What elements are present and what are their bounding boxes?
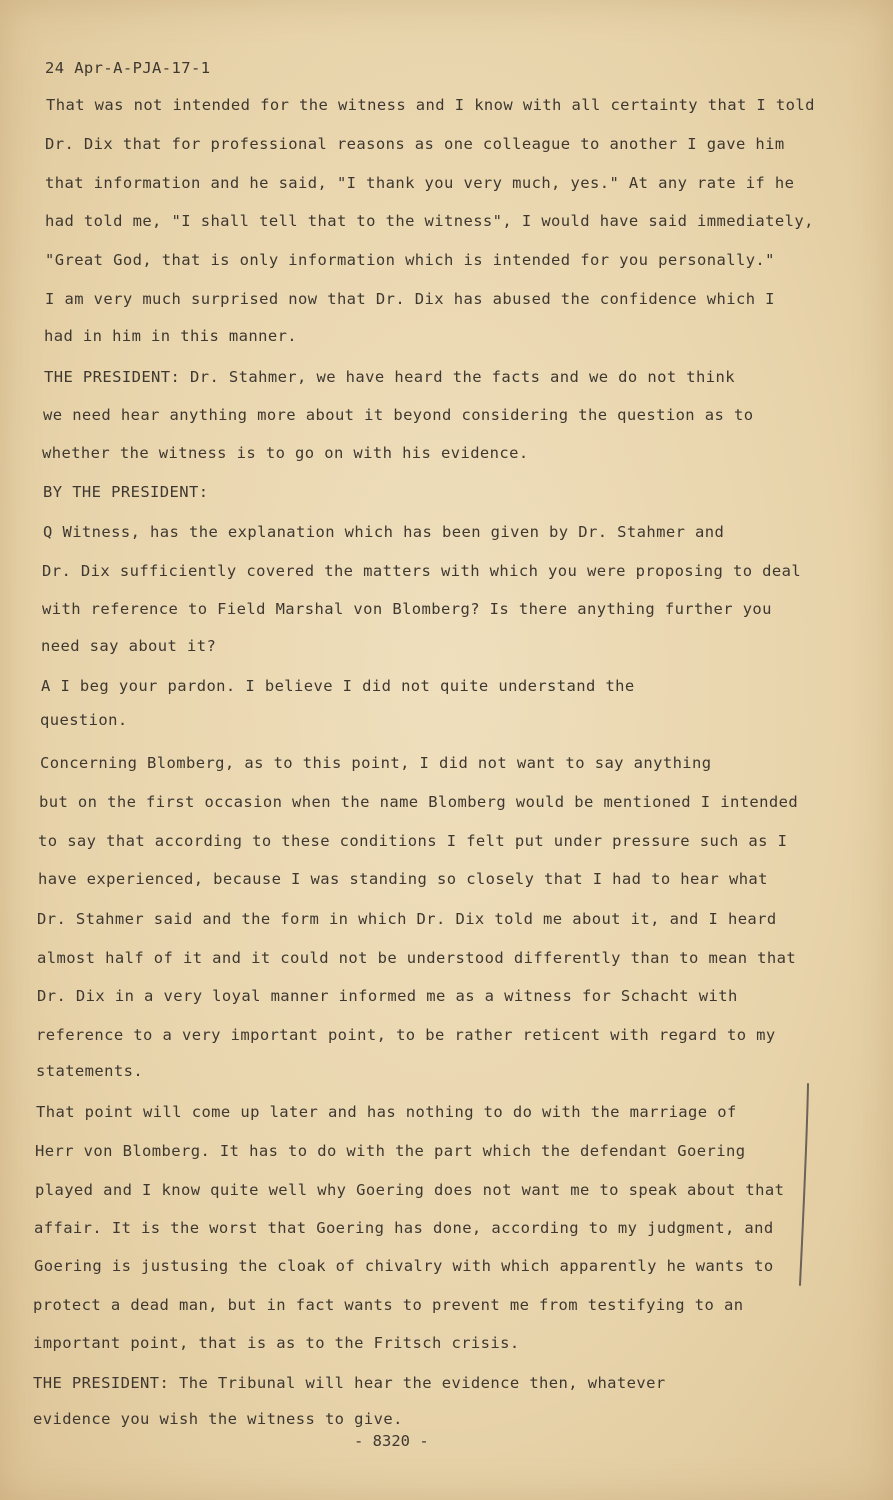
text-line: but on the first occasion when the name Blomberg would be mentioned I intended xyxy=(39,793,799,811)
text-line: Dr. Dix in a very loyal manner informed me as a witness for Schacht with xyxy=(37,987,738,1005)
document-header: 24 Apr-A-PJA-17-1 xyxy=(45,59,211,77)
text-line: protect a dead man, but in fact wants to prevent me from testifying to an xyxy=(33,1296,744,1314)
text-line: need say about it? xyxy=(41,637,217,655)
text-line: that information and he said, "I thank you very much, yes." At any rate if he xyxy=(45,174,795,192)
text-line: had told me, "I shall tell that to the witness", I would have said immediately, xyxy=(45,212,814,230)
text-line: A I beg your pardon. I believe I did not quite understand the xyxy=(41,677,635,695)
text-line: statements. xyxy=(36,1062,144,1080)
text-line: "Great God, that is only information which is intended for you personally." xyxy=(45,251,775,269)
text-line: played and I know quite well why Goering does not want me to speak about that xyxy=(35,1181,785,1199)
text-line: Dr. Dix sufficiently covered the matters with which you were proposing to deal xyxy=(42,562,802,580)
text-line: question. xyxy=(40,711,128,729)
text-line: Dr. Dix that for professional reasons as one colleague to another I gave him xyxy=(45,135,785,153)
text-line: we need hear anything more about it beyond considering the question as to xyxy=(43,406,754,424)
text-line: I am very much surprised now that Dr. Dix has abused the confidence which I xyxy=(45,290,775,308)
page-number: - 8320 - xyxy=(354,1432,429,1450)
text-line: important point, that is as to the Fritsch crisis. xyxy=(33,1334,520,1352)
text-line: Herr von Blomberg. It has to do with the part which the defendant Goering xyxy=(35,1142,746,1160)
text-line: That point will come up later and has nothing to do with the marriage of xyxy=(36,1103,737,1121)
text-line: evidence you wish the witness to give. xyxy=(33,1410,403,1428)
text-line: whether the witness is to go on with his evidence. xyxy=(42,444,529,462)
text-line: That was not intended for the witness and I know with all certainty that I told xyxy=(46,96,815,114)
text-line: Q Witness, has the explanation which has been given by Dr. Stahmer and xyxy=(43,523,725,541)
text-line: THE PRESIDENT: Dr. Stahmer, we have heard the facts and we do not think xyxy=(44,368,735,386)
text-line: THE PRESIDENT: The Tribunal will hear the evidence then, whatever xyxy=(33,1374,666,1392)
text-line: to say that according to these conditions I felt put under pressure such as I xyxy=(38,832,788,850)
margin-pencil-mark xyxy=(790,1080,820,1290)
text-line: have experienced, because I was standing so closely that I had to hear what xyxy=(38,870,768,888)
text-line: Concerning Blomberg, as to this point, I did not want to say anything xyxy=(40,754,712,772)
text-line: with reference to Field Marshal von Blomberg? Is there anything further you xyxy=(42,600,772,618)
text-line: had in him in this manner. xyxy=(44,327,298,345)
text-line: almost half of it and it could not be understood differently than to mean that xyxy=(37,949,797,967)
text-line: reference to a very important point, to be rather reticent with regard to my xyxy=(36,1026,776,1044)
section-heading: BY THE PRESIDENT: xyxy=(43,483,209,501)
text-line: affair. It is the worst that Goering has done, according to my judgment, and xyxy=(34,1219,774,1237)
text-line: Dr. Stahmer said and the form in which Dr. Dix told me about it, and I heard xyxy=(37,910,777,928)
text-line: Goering is justusing the cloak of chivalry with which apparently he wants to xyxy=(34,1257,774,1275)
